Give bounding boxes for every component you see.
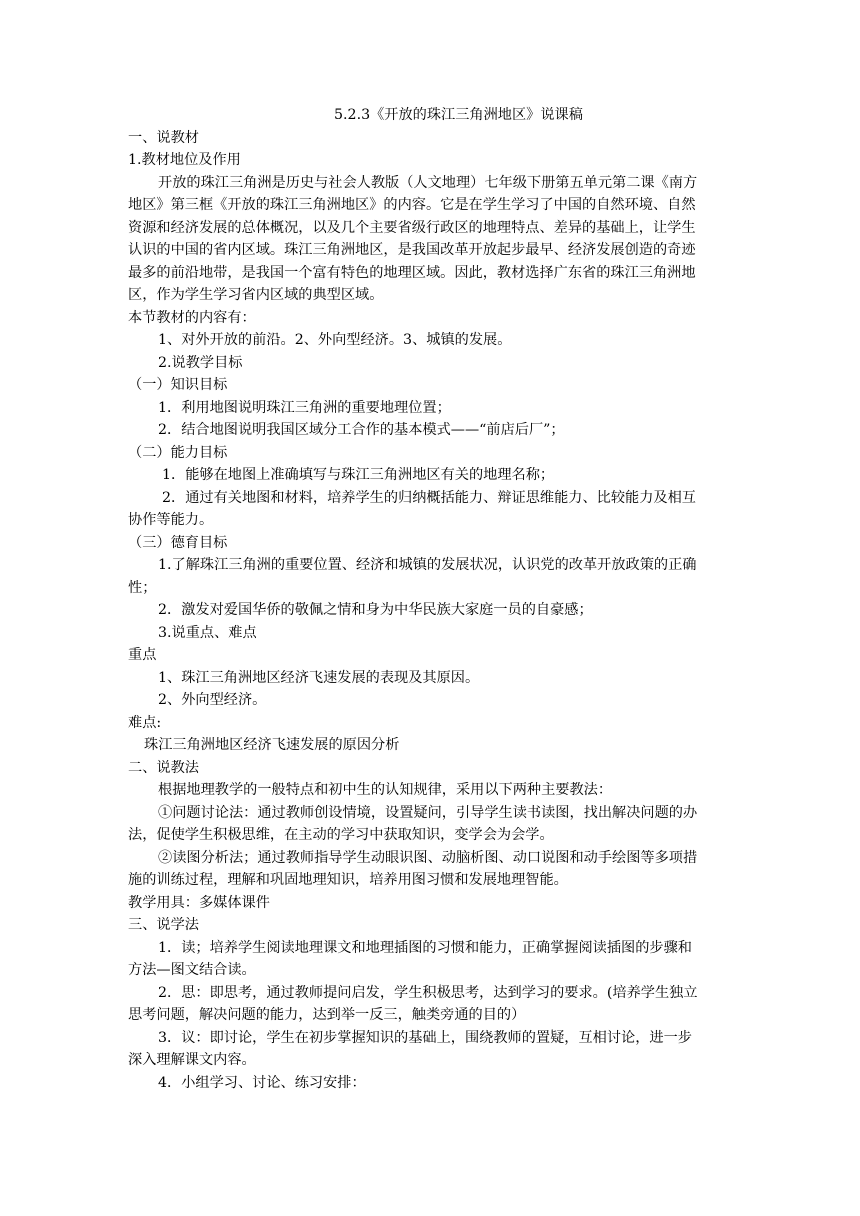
text-line: 1、珠江三角洲地区经济飞速发展的表现及其原因。 [158, 669, 480, 686]
text-line: 地区》第三框《开放的珠江三角洲地区》的内容。它是在学生学习了中国的自然环境、自然 [128, 197, 696, 213]
document-lines [128, 127, 764, 1095]
text-line: 4．小组学习、讨论、练习安排： [158, 1074, 366, 1091]
text-line: 协作等能力。 [128, 512, 214, 528]
text-line: 二、说教法 [128, 759, 199, 776]
text-line: 重点 [128, 647, 157, 663]
text-line: 2．思：即思考，通过教师提问启发，学生积极思考，达到学习的要求。(培养学生独立 [158, 984, 698, 1001]
text-line: 施的训练过程，理解和巩固地理知识，培养用图习惯和发展地理智能。 [128, 872, 568, 888]
text-line: 思考问题，解决问题的能力，达到举一反三，触类旁通的目的） [128, 1007, 526, 1023]
text-line: 区，作为学生学习省内区域的典型区域。 [128, 287, 384, 303]
text-line: 1．利用地图说明珠江三角洲的重要地理位置； [158, 399, 451, 416]
text-line: 一、说教材 [128, 129, 199, 146]
text-line: 方法—图文结合读。 [128, 962, 256, 978]
text-line: 法，促使学生积极思维，在主动的学习中获取知识，变学会为会学。 [128, 827, 554, 843]
text-line: ①问题讨论法：通过教师创设情境，设置疑问，引导学生读书读图，找出解决问题的办 [158, 804, 698, 821]
text-line: ②读图分析法；通过教师指导学生动眼识图、动脑析图、动口说图和动手绘图等多项措 [158, 849, 698, 866]
text-line: 资源和经济发展的总体概况，以及几个主要省级行政区的地理特点、差异的基础上，让学生 [128, 219, 696, 236]
text-line: 性； [128, 579, 157, 596]
text-line: 认识的中国的省内区域。珠江三角洲地区，是我国改革开放起步最早、经济发展创造的奇迹 [128, 242, 696, 258]
text-line: （三）德育目标 [128, 534, 228, 551]
text-line: 教学用具：多媒体课件 [128, 894, 270, 911]
text-line: 根据地理教学的一般特点和初中生的认知规律，采用以下两种主要教法： [158, 782, 613, 798]
text-line: 1．读；培养学生阅读地理课文和地理插图的习惯和能力，正确掌握阅读插图的步骤和 [158, 939, 692, 956]
text-line: 3.说重点、难点 [158, 624, 257, 641]
text-line: 2．结合地图说明我国区域分工合作的基本模式——“前店后厂”； [158, 422, 565, 438]
text-line: 三、说学法 [128, 917, 199, 933]
document-title: 5.2.3《开放的珠江三角洲地区》说课稿 [334, 107, 583, 123]
text-line: 1、对外开放的前沿。2、外向型经济。3、城镇的发展。 [158, 332, 512, 348]
text-line: 难点: [128, 714, 162, 731]
text-line: 1.了解珠江三角洲的重要位置、经济和城镇的发展状况，认识党的改革开放政策的正确 [158, 557, 697, 573]
text-line: 开放的珠江三角洲是历史与社会人教版（人文地理）七年级下册第五单元第二课《南方 [158, 174, 698, 191]
text-line: 2．通过有关地图和材料，培养学生的归纳概括能力、辩证思维能力、比较能力及相互 [162, 489, 696, 506]
text-line: 2．激发对爱国华侨的敬佩之情和身为中华民族大家庭一员的自豪感； [158, 602, 593, 618]
text-line: 1．能够在地图上准确填写与珠江三角洲地区有关的地理名称； [162, 467, 555, 483]
text-line: 2.说教学目标 [158, 354, 243, 371]
text-line: 深入理解课文内容。 [128, 1052, 256, 1068]
text-line: 2、外向型经济。 [158, 692, 267, 708]
text-line: 珠江三角洲地区经济飞速发展的原因分析 [144, 737, 400, 753]
text-line: （一）知识目标 [128, 377, 228, 393]
document-body [128, 104, 764, 1094]
text-line: 本节教材的内容有： [128, 309, 256, 326]
text-line: （二）能力目标 [128, 444, 228, 461]
text-line: 1.教材地位及作用 [128, 152, 241, 168]
text-line: 最多的前沿地带，是我国一个富有特色的地理区域。因此，教材选择广东省的珠江三角洲地 [128, 264, 696, 281]
text-line: 3．议：即讨论，学生在初步掌握知识的基础上，围绕教师的置疑，互相讨论，进一步 [158, 1029, 692, 1046]
